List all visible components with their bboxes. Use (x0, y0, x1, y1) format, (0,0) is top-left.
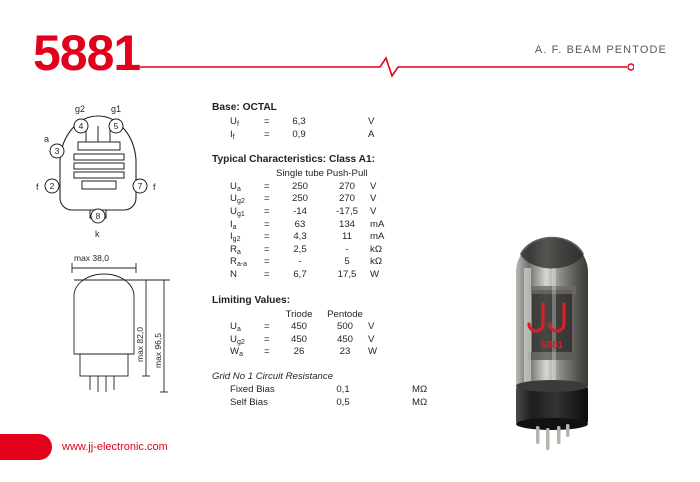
row-value-2: -17,5 (336, 206, 358, 218)
row-value-2: - (345, 243, 349, 255)
pin-label-g1: g1 (111, 104, 122, 114)
table-row (230, 384, 442, 397)
row-unit: kΩ (370, 256, 382, 268)
row-value-1: 26 (293, 346, 305, 358)
row-unit: V (370, 193, 377, 205)
grid-resistance-heading: Grid No 1 Circuit Resistance (212, 371, 334, 383)
header-divider (140, 56, 634, 78)
pin-label-a: a (44, 134, 50, 144)
table-header-row (230, 309, 398, 322)
dimension-drawing (60, 250, 190, 400)
row-unit: mA (370, 218, 385, 230)
column-header-single-tube: Single tube (276, 168, 325, 180)
row-value-1: 63 (294, 218, 306, 230)
row-value-1: 4,3 (293, 231, 307, 243)
pin-number-5: 5 (113, 121, 119, 131)
table-row (230, 193, 400, 206)
row-value-2 (322, 116, 368, 129)
row-label-sub: a-a (236, 261, 248, 269)
table-row (230, 269, 400, 282)
row-value-1: 450 (290, 333, 307, 345)
row-value-2 (322, 129, 368, 142)
row-unit: V (368, 321, 375, 333)
table-row (230, 206, 400, 219)
row-value-1: - (298, 256, 302, 268)
limiting-values-heading: Limiting Values: (212, 294, 291, 306)
column-header-pentode: Pentode (327, 308, 363, 320)
footer-url[interactable]: www.jj-electronic.com (62, 441, 168, 453)
row-unit: MΩ (412, 396, 428, 408)
row-label: $R_a$ (230, 243, 241, 256)
row-eq: = (264, 269, 270, 281)
row-unit: V (370, 206, 377, 218)
row-unit: A (368, 128, 375, 140)
pin-number-3: 3 (54, 146, 60, 156)
row-value-1: 6,7 (293, 269, 307, 281)
row-label-sub: g1 (236, 211, 245, 219)
typical-characteristics-heading: Typical Characteristics: Class A1: (212, 154, 376, 166)
table-row (230, 256, 400, 269)
row-label: $U_a$ (230, 180, 241, 193)
row-label-sub: g2 (236, 338, 245, 346)
row-eq: = (264, 128, 270, 140)
row-eq: = (264, 243, 270, 255)
row-label: $U_a$ (230, 321, 241, 334)
row-unit: mA (370, 231, 385, 243)
table-row (230, 181, 400, 194)
row-value-2: 23 (339, 346, 351, 358)
pin-number-4: 4 (78, 121, 84, 131)
row-value-2: 450 (336, 333, 353, 345)
row-value-2: 17,5 (337, 269, 357, 281)
row-unit: W (368, 346, 378, 358)
row-value-2: 500 (336, 321, 353, 333)
row-value-1: -14 (293, 206, 307, 218)
row-label-sub: g2 (232, 236, 241, 244)
row-eq: = (264, 116, 270, 128)
row-eq: = (264, 333, 270, 345)
row-value-1: 0,1 (336, 384, 350, 396)
row-eq: = (264, 231, 270, 243)
pin-number-2: 2 (49, 181, 55, 191)
pin-label-k: k (95, 229, 100, 239)
row-value-2: 270 (339, 193, 356, 205)
table-row (230, 129, 398, 142)
table-row (230, 244, 400, 257)
row-value-1: 0,9 (292, 128, 306, 140)
row-value-2: 134 (339, 218, 356, 230)
grid-resistance-table (230, 384, 442, 409)
row-unit: W (370, 269, 380, 281)
limiting-values-table (230, 309, 398, 359)
row-unit: MΩ (412, 384, 428, 396)
row-label: N (230, 269, 237, 281)
row-eq: = (264, 321, 270, 333)
typical-characteristics-table (230, 168, 400, 281)
tube-etch-number: 5881 (540, 340, 564, 351)
row-label: Fixed Bias (230, 384, 275, 396)
row-value-2: 270 (339, 180, 356, 192)
row-value-1: 6,3 (292, 116, 306, 128)
row-label: $W_a$ (230, 346, 243, 359)
row-eq: = (264, 218, 270, 230)
row-label: $U_{g2}$ (230, 333, 245, 346)
tube-type-label: A. F. BEAM PENTODE (534, 44, 667, 56)
column-header-push-pull: Push-Pull (326, 168, 368, 180)
row-label-sub: a (236, 326, 241, 334)
row-eq: = (264, 180, 270, 192)
socket-pinout-diagram (30, 100, 190, 240)
dimension-height-82-label: max 82,0 (135, 327, 145, 362)
pin-label-f-left: f (36, 182, 39, 192)
table-row (230, 116, 398, 129)
base-table (230, 116, 398, 141)
row-eq: = (264, 256, 270, 268)
row-label-sub: a (236, 248, 241, 256)
row-label: Self Bias (230, 396, 268, 408)
row-label: $U_{g1}$ (230, 206, 245, 219)
table-header-row (230, 168, 400, 181)
table-row (230, 321, 398, 334)
row-eq: = (264, 346, 270, 358)
row-value-2: 5 (344, 256, 350, 268)
row-label-sub: a (239, 351, 243, 359)
pin-label-f-right: f (153, 182, 156, 192)
table-row (230, 219, 400, 232)
dimension-height-96-label: max 96,5 (153, 333, 163, 368)
row-label-sub: a (232, 223, 237, 231)
row-label: $U_f$ (230, 116, 239, 129)
row-unit: V (370, 180, 377, 192)
row-value-1: 250 (292, 180, 309, 192)
table-row (230, 231, 400, 244)
row-value-1: 250 (292, 193, 309, 205)
row-label: $R_{a-a}$ (230, 256, 248, 269)
dimension-width-label: max 38,0 (74, 253, 109, 263)
row-label: $U_{g2}$ (230, 193, 245, 206)
specifications-block (212, 101, 462, 410)
row-unit: V (368, 116, 375, 128)
column-header-triode: Triode (285, 308, 313, 320)
row-label-sub: f (232, 133, 235, 141)
footer-logo-block (0, 434, 52, 460)
row-unit: V (368, 333, 375, 345)
table-row (230, 397, 442, 410)
row-label-sub: f (236, 121, 239, 129)
row-label-sub: g2 (236, 198, 245, 206)
row-label-sub: a (236, 185, 241, 193)
row-value-2: 11 (342, 231, 352, 243)
row-label: $I_a$ (230, 218, 237, 231)
table-row (230, 346, 398, 359)
pin-label-g2: g2 (75, 104, 86, 114)
row-eq: = (264, 206, 270, 218)
row-eq: = (264, 193, 270, 205)
row-value-1: 2,5 (293, 243, 307, 255)
pin-number-7: 7 (137, 181, 143, 191)
row-label: $I_f$ (230, 128, 235, 141)
row-value-1: 0,5 (336, 396, 350, 408)
tube-photo (494, 228, 634, 456)
row-value-1: 450 (290, 321, 307, 333)
row-unit: kΩ (370, 243, 382, 255)
table-row (230, 334, 398, 347)
pin-number-8: 8 (95, 211, 101, 221)
base-heading: Base: OCTAL (212, 102, 277, 113)
row-label: $I_{g2}$ (230, 231, 241, 244)
page-title: 5881 (33, 25, 141, 81)
